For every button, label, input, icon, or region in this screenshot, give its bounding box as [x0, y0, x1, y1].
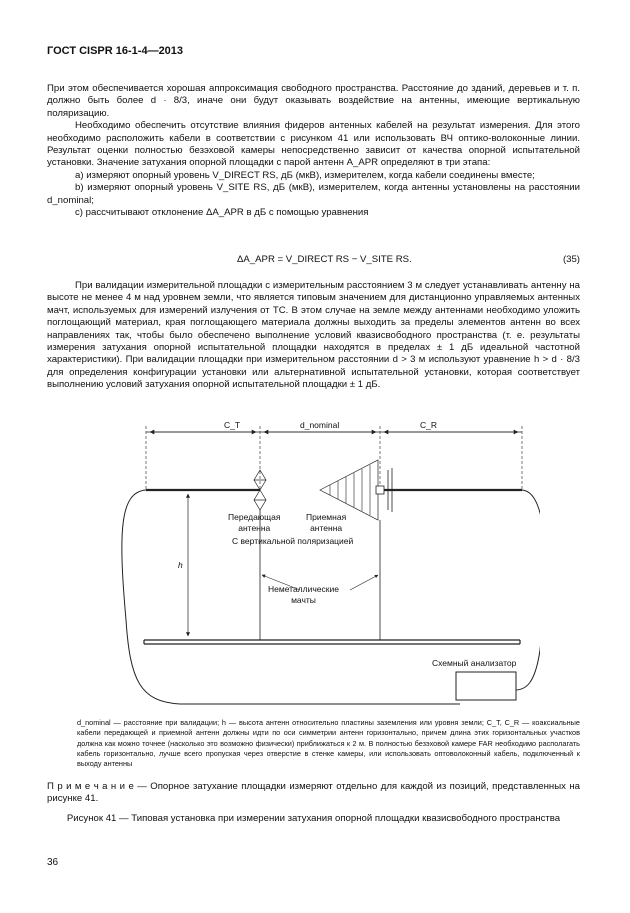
figure-legend: d_nominal — расстояние при валидации; h — высота антенн относительно пластины заземления или уровня земли; C_T, C_R — коаксиальные кабели передающей и приемной антенн должны идти по оси симметрии антенн горизонтально, причем длина этих горизонтальных участков должна как можно точнее (насколько это возможно физически) приближаться к 2 м. В полностью безэховой камере FAR необходимо располагать кабель горизонтально, лучше всего пропуская через отверстие в стенке камеры, или использовать оптоволоконный кабель, подключенный к выходу антенны	[77, 718, 580, 769]
dnominal-label: d_nominal	[300, 420, 340, 430]
standard-header: ГОСТ CISPR 16-1-4—2013	[47, 45, 184, 57]
transmit-antenna-label: Передающая антенна	[228, 512, 281, 533]
page-number: 36	[47, 857, 59, 868]
figure-41	[120, 420, 540, 715]
paragraph-3: При валидации измерительной площадки с измерительным расстоянием 3 м следует устанавливать антенну на высоте не менее 4 м над уровнем земли, что является типовым значением для дистанционно управляемых антенных мачт, используемых для измерений излучения от ТС. В этом случае на земле между антеннами необходимо уложить поглощающий материал, края поглощающего материала должны выходить за пределы элементов антенн во всех направлениях так, чтобы было обеспечено выполнение условий квазисвободного пространства (т. е. результаты измерения затухания опорной испытательной площадки находятся в пределах ± 1 дБ идеальной частотной характеристики). При валидации площадки при измерительном расстоянии d > 3 м используют уравнение h > d · 8/3 для определения конфигурации установки или альтернативной испытательной установки, которая соответствует выполнению условий затухания опорной испытательной площадки ± 1 дБ.	[47, 280, 580, 391]
receive-antenna-label: Приемная антенна	[306, 512, 347, 533]
cr-label: C_R	[420, 420, 438, 430]
note: П р и м е ч а н и е — Опорное затухание площадки измеряют отдельно для каждой из позиций, представленных на рисунке 41.	[47, 781, 580, 805]
paragraph-3-block	[47, 280, 580, 392]
ct-label: C_T	[224, 420, 241, 430]
h-label: h	[178, 560, 183, 570]
paragraph-2: Необходимо обеспечить отсутствие влияния фидеров антенных кабелей на результат измерения. Для этого необходимо расположить кабели в соответствии с рисунком 41 или использовать ВЧ оптико-волоконные линии. Результат оценки полностью безэховой камеры непосредственно зависит от качества опорной испытательной установки. Значение затухания опорной площадки с парой антенн A_APR определяют в три этапа:	[47, 120, 580, 169]
step-b: b) измеряют опорный уровень V_SITE RS, дБ (мкВ), измерителем, когда антенны установлены на расстоянии d_nominal;	[47, 182, 580, 206]
masts-label: Неметаллические мачты	[268, 584, 339, 605]
analyzer-label: Схемный анализатор	[432, 658, 517, 668]
equation: ΔA_APR = V_DIRECT RS − V_SITE RS.	[237, 254, 412, 265]
paragraph-1: При этом обеспечивается хорошая аппроксимация свободного пространства. Расстояние до зданий, деревьев и т. п. должно быть более d · 8/3, иначе они будут оказывать воздействие на антенны, имеющие вертикальную поляризацию.	[47, 83, 580, 119]
step-c: c) рассчитывают отклонение ΔA_APR в дБ с помощью уравнения	[75, 207, 369, 219]
body-text	[47, 83, 580, 219]
figure-caption: Рисунок 41 — Типовая установка при измерении затухания опорной площадки квазисвободного пространства	[66, 813, 561, 824]
step-a: a) измеряют опорный уровень V_DIRECT RS, дБ (мкВ), измерителем, когда кабели соединены вместе;	[75, 169, 535, 181]
polarization-label: С вертикальной поляризацией	[232, 536, 354, 546]
equation-number: (35)	[562, 254, 580, 265]
